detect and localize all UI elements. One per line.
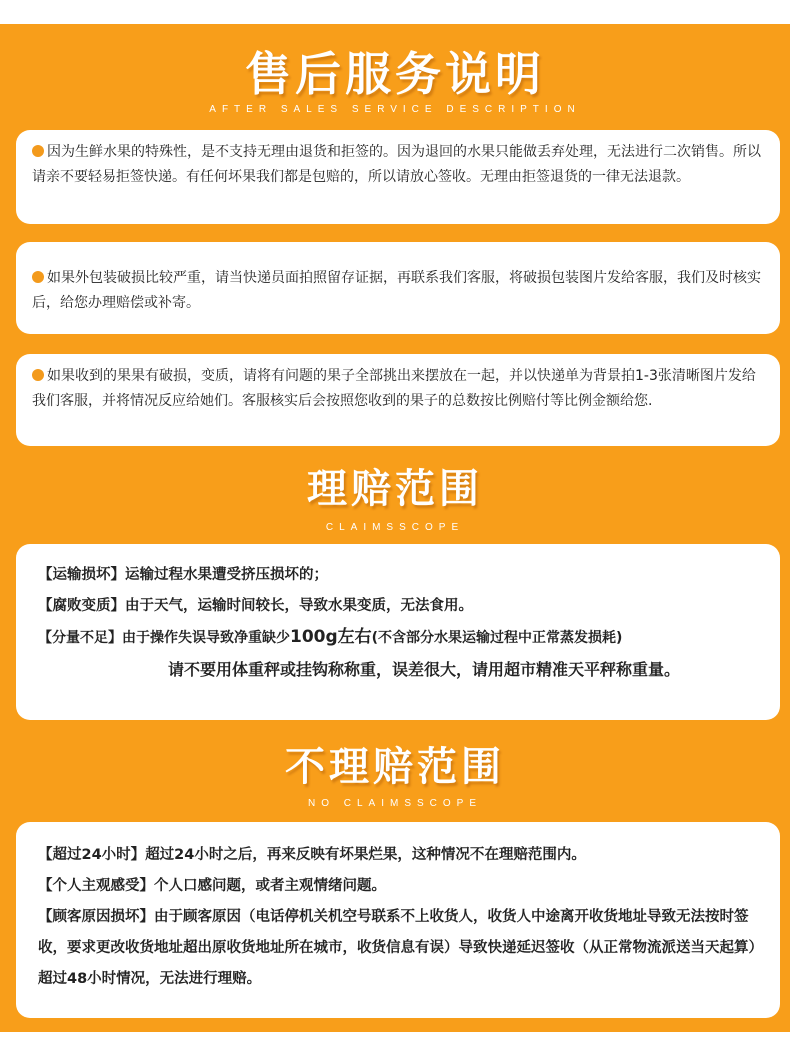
claim-item — [38, 560, 764, 591]
note-text: 因为生鲜水果的特殊性，是不支持无理由退货和拒签的。因为退回的水果只能做丢弃处理，无法进行二次销售。所以请亲不要轻易拒签快递。有任何坏果我们都是包赔的，所以请放心签收。无理由拒签退货的一律无法退款。 — [32, 144, 761, 185]
note-card-2 — [16, 242, 780, 334]
no-claim-text: 超过24小时之后，再来反映有坏果烂果，这种情况不在理赔范围内。 — [145, 847, 586, 863]
note-text: 如果外包装破损比较严重，请当快递员面拍照留存证据，再联系我们客服，将破损包装图片发给客服，我们及时核实后，给您办理赔偿或补寄。 — [32, 270, 761, 311]
claim-tag: 【分量不足】 — [38, 630, 122, 646]
claim-item — [38, 622, 764, 654]
bullet-dot-icon — [32, 369, 44, 381]
no-claim-text: 个人口感问题，或者主观情绪问题。 — [154, 878, 386, 894]
section-title-claims-scope: 理赔范围 — [307, 466, 483, 512]
bullet-dot-icon — [32, 145, 44, 157]
section-title-no-claims-scope: 不理赔范围 — [285, 744, 505, 790]
section-title-after-sales: 售后服务说明 — [245, 47, 545, 101]
no-claim-text: 由于顾客原因（电话停机关机空号联系不上收货人，收货人中途离开收货地址导致无法按时签收，要求更改收货地址超出原收货地址所在城市，收货信息有误）导致快递延迟签收（从正常物流派送当天起算）超过48小时情况，无法进行理赔。 — [38, 909, 763, 987]
claim-text-weight: 100g左右 — [290, 627, 372, 647]
claim-text: 由于天气，运输时间较长，导致水果变质，无法食用。 — [125, 598, 473, 614]
no-claim-tag: 【个人主观感受】 — [38, 878, 154, 894]
no-claim-tag: 【顾客原因损坏】 — [38, 909, 154, 925]
no-claim-item — [38, 840, 764, 871]
section-subtitle-no-claims-scope: NO CLAIMSSCOPE — [307, 798, 483, 809]
claim-text: 运输过程水果遭受挤压损坏的； — [125, 567, 328, 583]
claim-item-continued: 请不要用体重秤或挂钩称称重，误差很大，请用超市精准天平秤称重量。 — [168, 660, 681, 679]
note-text: 如果收到的果果有破损，变质，请将有问题的果子全部挑出来摆放在一起，并以快递单为背景拍1-3张清晰图片发给我们客服，并将情况反应给她们。客服核实后会按照您收到的果子的总数按比例赔付等比例金额给您. — [32, 368, 756, 409]
no-claims-card — [16, 822, 780, 1018]
note-card-1 — [16, 130, 780, 224]
no-claim-item — [38, 871, 764, 902]
section-subtitle-claims-scope: CLAIMSSCOPE — [325, 522, 465, 533]
note-card-3 — [16, 354, 780, 446]
claim-item — [38, 591, 764, 622]
claims-card — [16, 544, 780, 720]
section-subtitle-after-sales: AFTER SALES SERVICE DESCRIPTION — [209, 104, 581, 115]
claim-text: 由于操作失误导致净重缺少 — [122, 630, 290, 646]
claim-tag: 【腐败变质】 — [38, 598, 125, 614]
claim-tag: 【运输损坏】 — [38, 567, 125, 583]
no-claim-tag: 【超过24小时】 — [38, 847, 146, 863]
no-claim-item — [38, 902, 764, 995]
claim-text-note: (不含部分水果运输过程中正常蒸发损耗) — [371, 630, 623, 646]
bullet-dot-icon — [32, 271, 44, 283]
